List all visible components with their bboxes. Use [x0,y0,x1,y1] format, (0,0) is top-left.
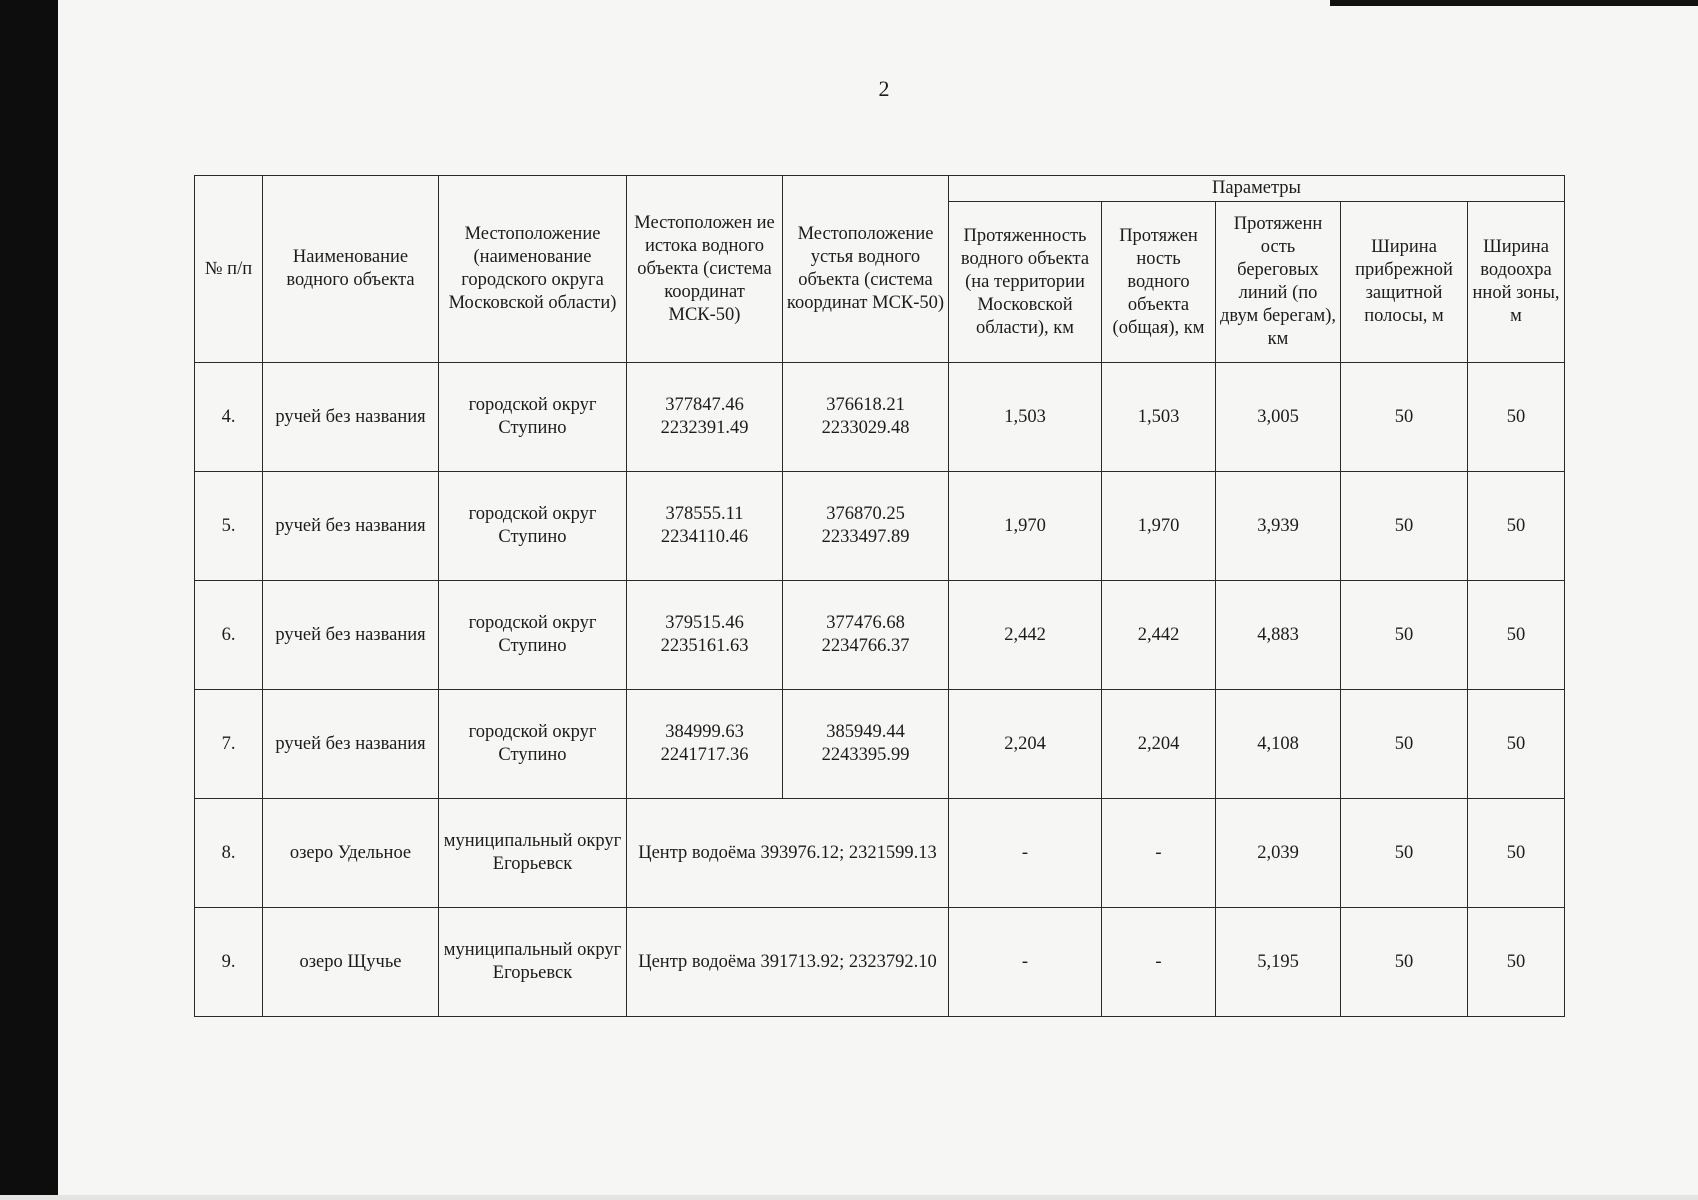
header-params: Параметры [949,176,1565,202]
cell-name: ручей без названия [263,690,439,799]
scan-edge-top [1330,0,1698,6]
cell-location: городской округ Ступино [439,581,627,690]
cell-buffer: 50 [1341,581,1468,690]
cell-location: муниципальный округ Егорьевск [439,908,627,1017]
header-buffer-width: Ширина прибрежной защитной полосы, м [1341,202,1468,363]
cell-source: 377847.46 2232391.49 [627,363,783,472]
table-row [195,690,1565,799]
cell-num: 5. [195,472,263,581]
cell-buffer: 50 [1341,690,1468,799]
cell-protect: 50 [1468,363,1565,472]
cell-protect: 50 [1468,581,1565,690]
water-bodies-table [194,175,1565,1017]
header-length-total: Протяжен ность водного объекта (общая), км [1102,202,1216,363]
cell-buffer: 50 [1341,799,1468,908]
cell-protect: 50 [1468,799,1565,908]
cell-location: городской округ Ступино [439,363,627,472]
cell-shoreline: 3,939 [1216,472,1341,581]
cell-shoreline: 5,195 [1216,908,1341,1017]
table-row [195,581,1565,690]
cell-protect: 50 [1468,908,1565,1017]
cell-name: озеро Удельное [263,799,439,908]
cell-center: Центр водоёма 391713.92; 2323792.10 [627,908,949,1017]
cell-location: городской округ Ступино [439,472,627,581]
header-num: № п/п [195,176,263,363]
header-mouth: Местоположение устья водного объекта (система координат МСК-50) [783,176,949,363]
cell-mouth: 385949.44 2243395.99 [783,690,949,799]
cell-shoreline: 3,005 [1216,363,1341,472]
cell-protect: 50 [1468,690,1565,799]
cell-length-mo: 1,970 [949,472,1102,581]
cell-source: 384999.63 2241717.36 [627,690,783,799]
cell-num: 9. [195,908,263,1017]
cell-buffer: 50 [1341,908,1468,1017]
cell-source: 379515.46 2235161.63 [627,581,783,690]
cell-length-mo: 2,204 [949,690,1102,799]
cell-length-total: 1,503 [1102,363,1216,472]
cell-location: городской округ Ступино [439,690,627,799]
table-row [195,363,1565,472]
cell-shoreline: 2,039 [1216,799,1341,908]
header-name: Наименование водного объекта [263,176,439,363]
cell-center: Центр водоёма 393976.12; 2321599.13 [627,799,949,908]
cell-length-total: - [1102,908,1216,1017]
header-length-mo: Протяженность водного объекта (на территории Московской области), км [949,202,1102,363]
cell-length-mo: - [949,908,1102,1017]
cell-mouth: 376618.21 2233029.48 [783,363,949,472]
cell-buffer: 50 [1341,472,1468,581]
header-protect-width: Ширина водоохра нной зоны, м [1468,202,1565,363]
cell-shoreline: 4,108 [1216,690,1341,799]
header-location: Местоположение (наименование городского округа Московской области) [439,176,627,363]
cell-buffer: 50 [1341,363,1468,472]
scan-edge-left [0,0,58,1200]
cell-name: озеро Щучье [263,908,439,1017]
cell-length-total: - [1102,799,1216,908]
header-source: Местоположен ие истока водного объекта (система координат МСК-50) [627,176,783,363]
table-row [195,472,1565,581]
cell-num: 6. [195,581,263,690]
cell-mouth: 376870.25 2233497.89 [783,472,949,581]
cell-length-total: 1,970 [1102,472,1216,581]
cell-num: 7. [195,690,263,799]
scan-edge-bottom [0,1195,1698,1200]
cell-source: 378555.11 2234110.46 [627,472,783,581]
cell-length-total: 2,204 [1102,690,1216,799]
cell-length-total: 2,442 [1102,581,1216,690]
cell-mouth: 377476.68 2234766.37 [783,581,949,690]
cell-num: 4. [195,363,263,472]
cell-name: ручей без названия [263,581,439,690]
header-shoreline: Протяженн ость береговых линий (по двум берегам), км [1216,202,1341,363]
cell-name: ручей без названия [263,363,439,472]
cell-length-mo: 2,442 [949,581,1102,690]
cell-shoreline: 4,883 [1216,581,1341,690]
table-row [195,908,1565,1017]
cell-length-mo: - [949,799,1102,908]
cell-num: 8. [195,799,263,908]
cell-name: ручей без названия [263,472,439,581]
page-number: 2 [878,76,890,101]
cell-location: муниципальный округ Егорьевск [439,799,627,908]
table-row [195,799,1565,908]
cell-length-mo: 1,503 [949,363,1102,472]
cell-protect: 50 [1468,472,1565,581]
